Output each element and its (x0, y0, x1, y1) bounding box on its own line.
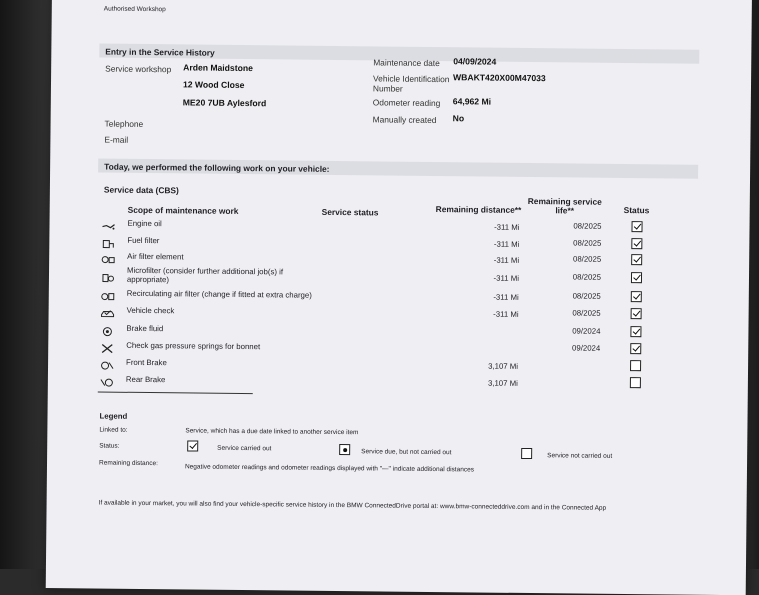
legend-due-checkbox (339, 444, 350, 455)
maintenance-item-name: Engine oil (127, 218, 162, 229)
col-remaining-life: Remaining service life** (527, 195, 602, 216)
maintenance-item-distance: -311 Mi (493, 292, 519, 302)
maintenance-item-status-checkbox (630, 326, 641, 337)
work-title: Today, we performed the following work on your vehicle: (104, 161, 330, 174)
maintenance-item-life: 08/2025 (572, 254, 602, 264)
maintenance-item-name: Rear Brake (125, 374, 166, 385)
maintenance-item-status-checkbox (630, 343, 641, 354)
service-history-document (46, 0, 752, 595)
maintenance-item-name: Check gas pressure springs for bonnet (126, 340, 261, 352)
maintenance-item-life: 08/2025 (572, 291, 601, 301)
maintenance-item-status-checkbox (631, 308, 642, 319)
maintenance-item-distance: -311 Mi (493, 239, 520, 249)
maintenance-item-status-checkbox (631, 221, 642, 232)
maintenance-item-life: 08/2025 (573, 238, 602, 248)
authorised-workshop-label: Authorised Workshop (103, 5, 166, 14)
maintenance-item-life: 08/2025 (572, 308, 601, 318)
maintenance-item-life: 08/2025 (572, 272, 602, 282)
odometer-value: 64,962 Mi (452, 96, 492, 107)
rear-brake-icon (100, 375, 114, 385)
email-label: E-mail (104, 134, 129, 145)
maintenance-date-label: Maintenance date (373, 57, 440, 69)
microfilter-icon (101, 270, 115, 280)
vin-value: WBAKT420X00M47033 (453, 72, 546, 84)
legend-due-text: Service due, but not carried out (361, 448, 452, 457)
maintenance-item-status-checkbox (631, 254, 642, 265)
maintenance-item-distance: -311 Mi (493, 255, 520, 265)
manually-created-value: No (452, 113, 465, 124)
legend-carried-out-text: Service carried out (217, 444, 272, 453)
maintenance-item-distance: 3,107 Mi (488, 361, 519, 371)
col-scope: Scope of maintenance work (127, 204, 239, 216)
legend-linked-text: Service, which has a due date linked to another service item (185, 427, 359, 437)
maintenance-item-name: Front Brake (126, 357, 167, 368)
maintenance-item-name: Fuel filter (127, 235, 160, 246)
legend-not-carried-text: Service not carried out (547, 452, 613, 460)
maintenance-item-life (548, 377, 600, 378)
maintenance-item-distance: 3,107 Mi (487, 378, 518, 388)
maintenance-item-life: 09/2024 (572, 343, 601, 353)
maintenance-item-life: 09/2024 (572, 326, 601, 336)
legend-remaining-label: Remaining distance: (98, 459, 158, 468)
manually-created-label: Manually created (372, 114, 437, 126)
legend-remaining-text: Negative odometer readings and odometer readings displayed with "—" indicate additional distances (184, 463, 474, 474)
legend-title: Legend (99, 411, 128, 421)
divider-line (98, 392, 253, 395)
workshop-label: Service workshop (105, 63, 172, 75)
odometer-label: Odometer reading (372, 97, 441, 109)
maintenance-item-name: Vehicle check (126, 305, 175, 316)
vehicle-check-icon (101, 306, 115, 316)
recirculating-filter-icon (101, 289, 115, 299)
maintenance-item-status-checkbox (630, 360, 641, 371)
telephone-label: Telephone (104, 118, 144, 129)
maintenance-item-name: Recirculating air filter (change if fitted at extra charge) (126, 288, 312, 300)
col-remaining-distance: Remaining distance** (435, 204, 522, 215)
engine-oil-icon (101, 219, 115, 229)
maintenance-item-distance: -311 Mi (493, 309, 519, 319)
maintenance-item-distance (466, 344, 518, 345)
maintenance-item-name: Microfilter (consider further additional job(s) if appropriate) (126, 265, 284, 285)
maintenance-item-distance: -311 Mi (494, 222, 520, 232)
workshop-address-line2: ME20 7UB Aylesford (182, 97, 267, 109)
maintenance-item-status-checkbox (631, 272, 642, 283)
cbs-title: Service data (CBS) (103, 184, 179, 196)
maintenance-item-distance (466, 327, 518, 328)
entry-title: Entry in the Service History (105, 46, 215, 58)
footer-note: If available in your market, you will also find your vehicle-specific service history in the BMW ConnectedDrive portal at: www.bmw-connecteddrive.com and in the Connected App (98, 499, 607, 512)
maintenance-item-status-checkbox (631, 238, 642, 249)
fuel-filter-icon (101, 236, 115, 246)
vin-label: Vehicle Identification Number (372, 73, 450, 94)
workshop-address-line1: 12 Wood Close (182, 79, 245, 91)
tools-icon (100, 341, 114, 351)
maintenance-item-status-checkbox (630, 377, 641, 388)
maintenance-item-life: 08/2025 (573, 221, 602, 231)
maintenance-item-name: Brake fluid (126, 323, 164, 334)
maintenance-item-name: Air filter element (127, 251, 184, 262)
col-status: Status (623, 204, 650, 216)
maintenance-item-life (548, 360, 600, 361)
col-service-status: Service status (321, 206, 379, 218)
air-filter-icon (101, 252, 115, 262)
front-brake-icon (100, 358, 114, 368)
legend-status-label: Status: (99, 442, 120, 450)
legend-linked-label: Linked to: (99, 426, 128, 434)
legend-carried-out-checkbox (187, 440, 198, 451)
workshop-name: Arden Maidstone (183, 62, 253, 74)
maintenance-date: 04/09/2024 (453, 56, 497, 67)
maintenance-item-distance: -311 Mi (493, 273, 520, 283)
maintenance-item-status-checkbox (631, 291, 642, 302)
legend-not-carried-checkbox (521, 448, 532, 459)
brake-fluid-icon (100, 324, 114, 334)
